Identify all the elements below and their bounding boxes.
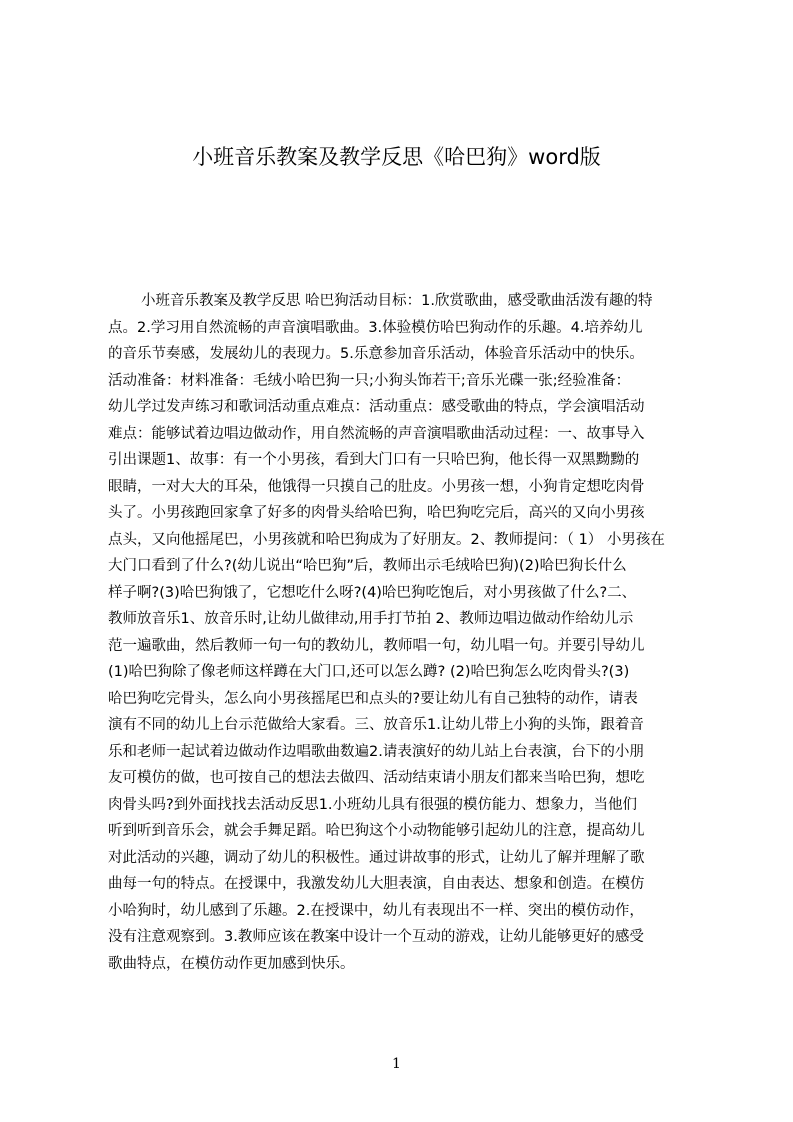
body-line: 头了。小男孩跑回家拿了好多的肉骨头给哈巴狗，哈巴狗吃完后，高兴的又向小男孩	[108, 505, 645, 521]
body-line: 小哈狗时，幼儿感到了乐趣。2.在授课中，幼儿有表现出不一样、突出的模仿动作，	[108, 902, 644, 919]
body-line: 对此活动的兴趣，调动了幼儿的积极性。通过讲故事的形式，让幼儿了解并理解了歌	[108, 849, 645, 866]
body-line: 的音乐节奏感，发展幼儿的表现力。5.乐意参加音乐活动，体验音乐活动中的快乐。	[108, 346, 644, 362]
body-line: 活动准备：材料准备：毛绒小哈巴狗一只;小狗头饰若干;音乐光碟一张;经验准备：	[108, 372, 631, 389]
body-line: 乐和老师一起试着边做动作边唱歌曲数遍2.请表演好的幼儿站上台表演，台下的小朋	[108, 743, 644, 760]
body-line: 哈巴狗吃完骨头，怎么向小男孩摇尾巴和点头的?要让幼儿有自己独特的动作，请表	[108, 690, 638, 707]
document-title: 小班音乐教案及教学反思《哈巴狗》word版	[192, 145, 601, 169]
body-line: 听到听到音乐会，就会手舞足蹈。哈巴狗这个小动物能够引起幼儿的注意，提高幼儿	[108, 823, 645, 839]
body-line: 引出课题1、故事：有一个小男孩，看到大门口有一只哈巴狗，他长得一双黑黝黝的	[108, 452, 640, 468]
body-line: 难点：能够试着边唱边做动作，用自然流畅的声音演唱歌曲活动过程：一、故事导入	[108, 425, 645, 442]
body-line: 肉骨头吗?到外面找找去活动反思1.小班幼儿具有很强的模仿能力、想象力，当他们	[108, 796, 638, 813]
body-line: 小班音乐教案及教学反思 哈巴狗活动目标：1.欣赏歌曲，感受歌曲活泼有趣的特	[141, 293, 653, 309]
body-line: 点。2.学习用自然流畅的声音演唱歌曲。3.体验模仿哈巴狗动作的乐趣。4.培养幼儿	[108, 319, 643, 336]
document-body	[108, 288, 703, 977]
body-line: (1)哈巴狗除了像老师这样蹲在大门口,还可以怎么蹲? (2)哈巴狗怎么吃肉骨头?(3)	[108, 664, 630, 680]
body-line: 幼儿学过发声练习和歌词活动重点难点：活动重点：感受歌曲的特点，学会演唱活动	[108, 399, 645, 415]
body-line: 点头，又向他摇尾巴，小男孩就和哈巴狗成为了好朋友。2、教师提问：（ 1） 小男孩在	[108, 531, 665, 548]
body-line: 教师放音乐1、放音乐时,让幼儿做律动,用手打节拍 2、教师边唱边做动作给幼儿示	[108, 611, 634, 627]
body-line: 眼睛，一对大大的耳朵，他饿得一只摸自己的肚皮。小男孩一想，小狗肯定想吃肉骨	[108, 478, 645, 495]
body-line: 范一遍歌曲，然后教师一句一句的教幼儿，教师唱一句，幼儿唱一句。并要引导幼儿	[108, 637, 645, 654]
page-number: 1	[392, 1056, 401, 1072]
body-line: 曲每一句的特点。在授课中，我激发幼儿大胆表演，自由表达、想象和创造。在模仿	[108, 876, 645, 892]
body-line: 歌曲特点，在模仿动作更加感到快乐。	[108, 955, 355, 972]
body-line: 大门口看到了什么?(幼儿说出“哈巴狗”后，教师出示毛绒哈巴狗)(2)哈巴狗长什么	[108, 558, 627, 574]
body-line: 演有不同的幼儿上台示范做给大家看。三、放音乐1.让幼儿带上小狗的头饰，跟着音	[108, 717, 644, 733]
body-line: 样子啊?(3)哈巴狗饿了，它想吃什么呀?(4)哈巴狗吃饱后，对小男孩做了什么?二、	[108, 584, 637, 601]
body-line: 友可模仿的做，也可按自己的想法去做四、活动结束请小朋友们都来当哈巴狗，想吃	[108, 770, 645, 786]
body-line: 没有注意观察到。3.教师应该在教案中设计一个互动的游戏，让幼儿能够更好的感受	[108, 929, 644, 945]
